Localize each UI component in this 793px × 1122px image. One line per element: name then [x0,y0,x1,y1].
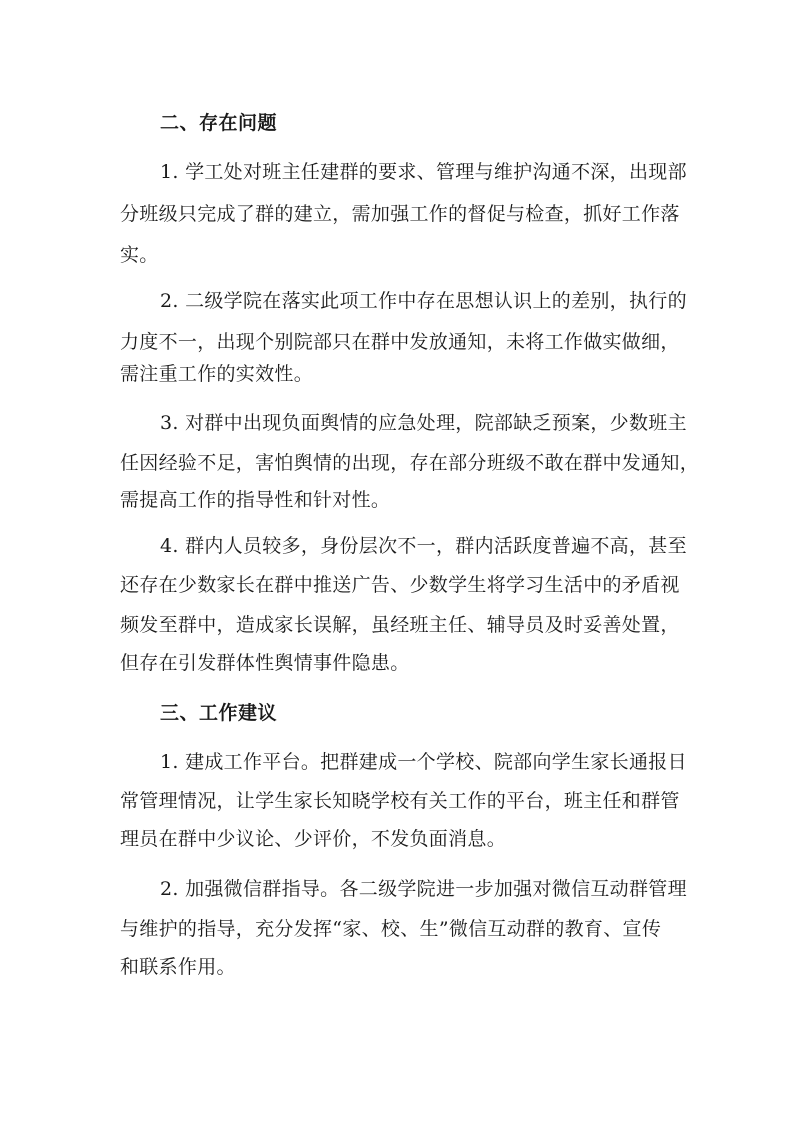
paragraph-line: 需注重工作的实效性。 [120,363,314,385]
paragraph-line: 分班级只完成了群的建立，需加强工作的督促与检查，抓好工作落 [120,203,680,225]
paragraph-line: 还存在少数家长在群中推送广告、少数学生将学习生活中的矛盾视 [120,574,680,596]
paragraph-line: 4. 群内人员较多，身份层次不一，群内活跃度普遍不高，甚至 [160,535,687,557]
paragraph-line: 1. 学工处对班主任建群的要求、管理与维护沟通不深，出现部 [160,161,687,183]
paragraph-line: 2. 加强微信群指导。各二级学院进一步加强对微信互动群管理 [160,878,687,900]
paragraph-line: 3. 对群中出现负面舆情的应急处理，院部缺乏预案，少数班主 [160,412,687,434]
paragraph-line: 理员在群中少议论、少评价，不发负面消息。 [120,828,507,850]
paragraph-line: 但存在引发群体性舆情事件隐患。 [120,652,410,674]
paragraph-line: 频发至群中，造成家长误解，虽经班主任、辅导员及时妥善处置， [120,614,680,636]
paragraph-line: 与维护的指导，充分发挥“家、校、生”微信互动群的教育、宣传 [120,918,662,940]
paragraph-line: 力度不一，出现个别院部只在群中发放通知，未将工作做实做细， [120,331,680,353]
paragraph-line: 2. 二级学院在落实此项工作中存在思想认识上的差别，执行的 [160,290,687,312]
paragraph-line: 任因经验不足，害怕舆情的出现，存在部分班级不敢在群中发通知， [120,452,700,474]
section-heading-suggestions: 三、工作建议 [160,702,278,724]
paragraph-line: 实。 [120,244,159,266]
section-heading-problems: 二、存在问题 [160,112,278,134]
paragraph-line: 常管理情况，让学生家长知晓学校有关工作的平台，班主任和群管 [120,790,680,812]
paragraph-line: 需提高工作的指导性和针对性。 [120,489,391,511]
paragraph-line: 和联系作用。 [120,956,236,978]
paragraph-line: 1. 建成工作平台。把群建成一个学校、院部向学生家长通报日 [160,751,687,773]
